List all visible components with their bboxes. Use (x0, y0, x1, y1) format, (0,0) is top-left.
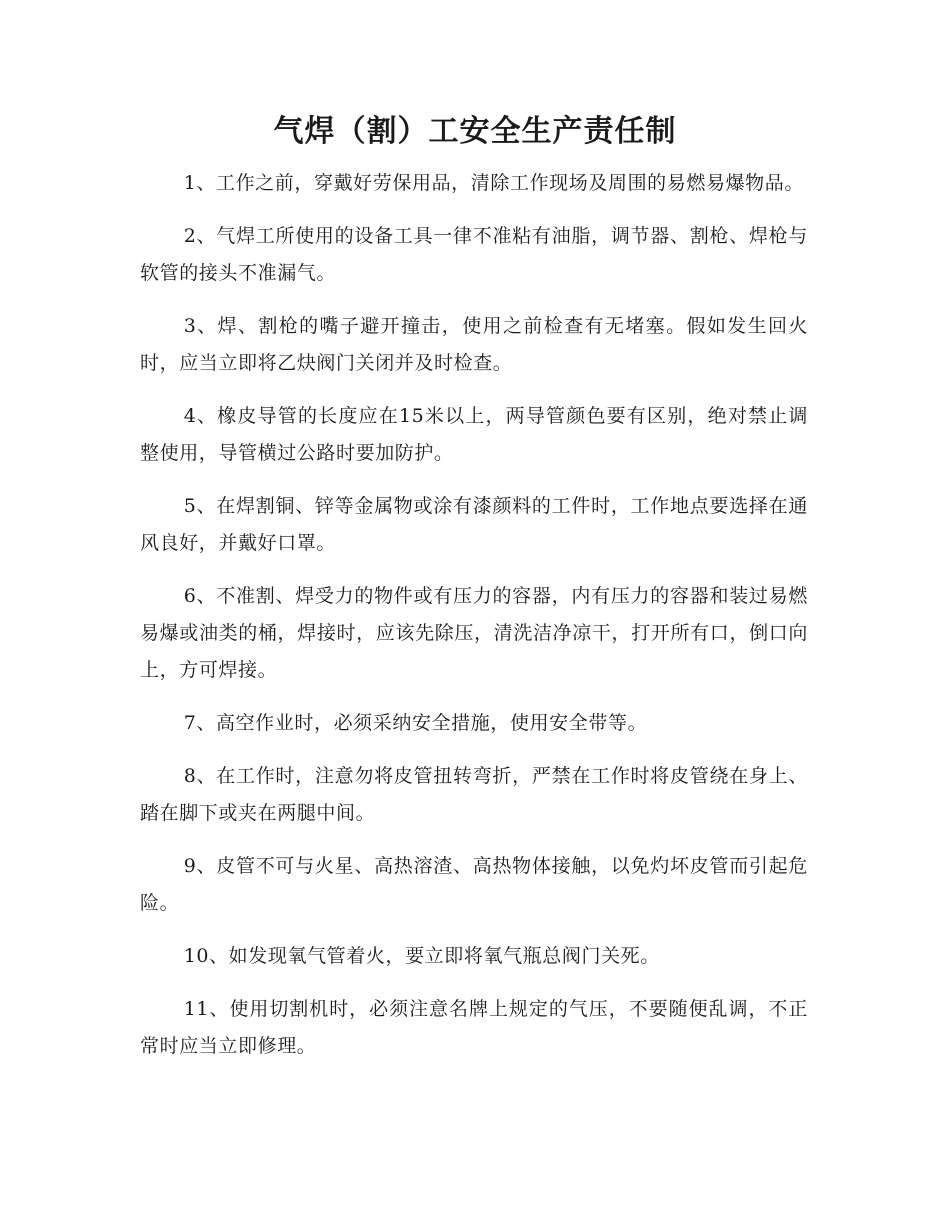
rule-paragraph-4: 4、橡皮导管的长度应在15米以上，两导管颜色要有区别，绝对禁止调整使用，导管横过公路时要加防护。 (140, 405, 808, 464)
rule-paragraph-1: 1、工作之前，穿戴好劳保用品，清除工作现场及周围的易燃易爆物品。 (183, 172, 804, 194)
rule-paragraph-7: 7、高空作业时，必须采纳安全措施，使用安全带等。 (183, 712, 648, 734)
rule-paragraph-11: 11、使用切割机时，必须注意名牌上规定的气压，不要随便乱调，不正常时应当立即修理。 (140, 998, 808, 1057)
rule-paragraph-2: 2、气焊工所使用的设备工具一律不准粘有油脂，调节器、割枪、焊枪与软管的接头不准漏气。 (140, 225, 808, 284)
rule-paragraph-9: 9、皮管不可与火星、高热溶渣、高热物体接触，以免灼坏皮管而引起危险。 (140, 855, 808, 914)
document-body (140, 165, 808, 1081)
rule-paragraph-6: 6、不准割、焊受力的物件或有压力的容器，内有压力的容器和装过易燃易爆或油类的桶，焊接时，应该先除压，清洗洁净凉干，打开所有口，倒口向上，方可焊接。 (140, 585, 808, 681)
rule-paragraph-10: 10、如发现氧气管着火，要立即将氧气瓶总阀门关死。 (183, 945, 660, 967)
rule-paragraph-8: 8、在工作时，注意勿将皮管扭转弯折，严禁在工作时将皮管绕在身上、踏在脚下或夹在两腿中间。 (140, 765, 808, 824)
rule-paragraph-3: 3、焊、割枪的嘴子避开撞击，使用之前检查有无堵塞。假如发生回火时，应当立即将乙炔阀门关闭并及时检查。 (140, 315, 808, 374)
rule-paragraph-5: 5、在焊割铜、锌等金属物或涂有漆颜料的工件时，工作地点要选择在通风良好，并戴好口罩。 (140, 495, 808, 554)
document-title: 气焊（割）工安全生产责任制 (273, 114, 677, 149)
